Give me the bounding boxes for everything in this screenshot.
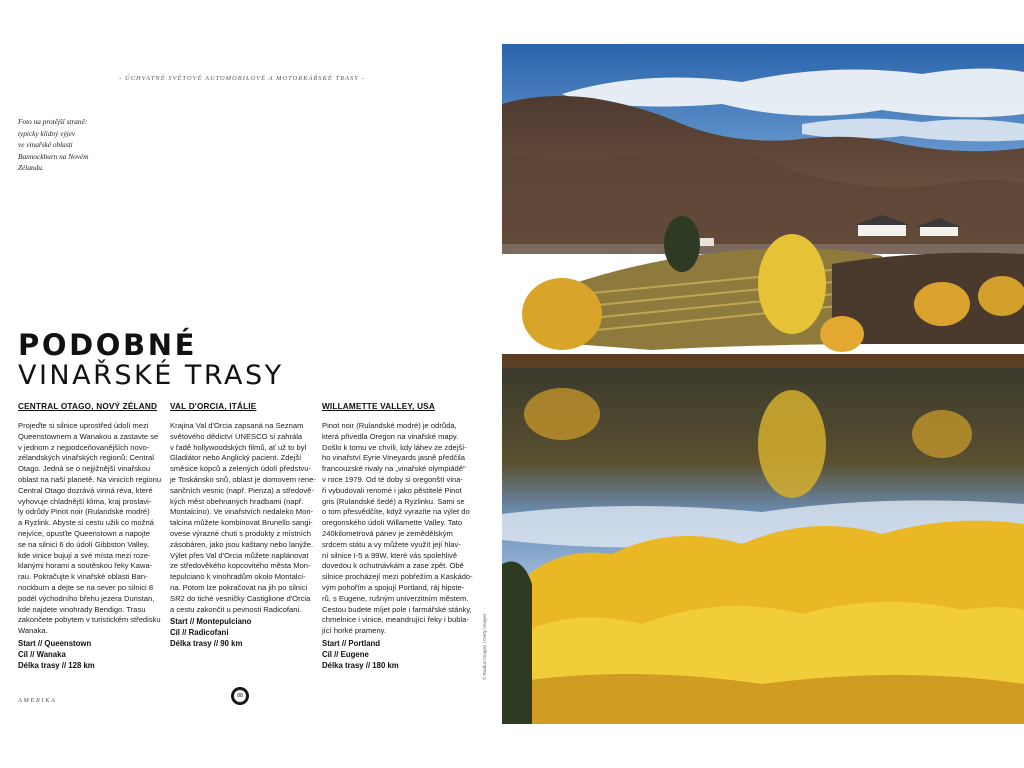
route-facts [170,616,310,649]
body-line: gris (Rulandské šedé) a Ryzlinku. Sami se [322,496,465,506]
body-line: oregonského údolí Willamette Valley. Tato [322,518,463,528]
body-line: ly odrůdy Pinot noir (Rulandské modré) [18,507,150,517]
body-line: vyhovuje chladnější klima, kraj proslavi- [18,496,152,506]
route-column-central-otago [18,401,162,671]
body-line: Gladiátor nebo Anglický pacient. Zdejší [170,453,302,463]
body-line: je Toskánsko snů, oblast je domovem rene- [170,474,316,484]
body-line: Pinot noir (Rulandské modré) je odrůda, [322,421,457,430]
tree [820,316,864,352]
body-line: nockburn a dejte se na sever po silnici 8 [18,582,154,592]
tree-reflection [524,388,600,440]
route-heading: VAL D'ORCIA, ITÁLIE [170,402,257,411]
route-body [18,421,162,637]
body-line: ho vinařství Eyrie Vineyards jasně předčila [322,453,465,463]
body-line: Wanaka. [18,626,48,636]
body-line: dovedou k ochutnávkám a zase zpět. Obě [322,561,464,571]
route-start: Start // Portland [322,638,381,648]
house [920,226,958,236]
route-facts [322,638,462,671]
body-line: Queenstownem a Wanakou a zastavte se [18,431,159,441]
body-line: zakončete pobytem v turistickém středisku [18,615,161,625]
body-line: Otago. Jedná se o nejjižnější vinařskou [18,464,151,474]
article-title [18,329,284,391]
route-heading: WILLAMETTE VALLEY, USA [322,402,435,411]
route-length: Délka trasy // 90 km [170,639,243,649]
tree [664,216,700,272]
route-end: Cíl // Radicofani [170,628,229,638]
tree-reflection [912,410,972,458]
caption-line: ve vinařské oblasti [18,140,73,150]
photo-credit: © Radius Images | Getty Images [482,613,487,680]
body-line: v roce 1979. Od té doby si oregonští vina- [322,474,463,484]
route-column-val-dorcia [170,401,316,649]
body-line: světového dědictví UNESCO si zahrála [170,431,303,441]
body-line: kde najdete vinohrady Bendigo. Trasu [18,604,146,614]
route-end: Cíl // Wanaka [18,649,66,659]
body-line: Výlet přes Val d'Orcia můžete naplánovat [170,550,309,560]
body-line: Došlo k tomu ve chvíli, kdy láhev ze zdejší- [322,442,467,452]
route-start: Start // Queenstown [18,638,92,648]
tree [758,234,826,334]
tree [914,282,970,326]
title-main: PODOBNÉ [18,328,198,362]
body-line: sančních vesnic (např. Pienza) a středově- [170,485,314,495]
body-line: a cestu zakončit u pevnosti Radicofani. [170,604,302,614]
body-line: zásobáren, jako jsou kaštany nebo lanýže. [170,539,314,549]
landscape-photo [502,44,1024,724]
body-line: kých měst obehnaných hradbami (např. [170,496,304,506]
body-line: Projeďte si silnice uprostřed údolí mezi [18,421,149,430]
photo-caption [18,116,118,174]
body-line: ovese výrazné chuti s produkty z místních [170,528,311,538]
body-line: nejvíce, opusťte Queenstown a napojte [18,528,151,538]
body-line: klanými horami a soutěskou řeky Kawa- [18,561,153,571]
caption-line: Zélandu. [18,163,44,173]
body-line: ři vybudovali renomé i jako pěstitelé Pinot [322,485,462,495]
route-column-willamette-valley [322,401,473,671]
route-body [322,421,473,637]
caption-line: Foto na protější straně: [18,117,88,126]
tree [978,276,1024,316]
body-line: talcina můžete kombinovat Brunello sangi- [170,518,313,528]
body-line: silnice procházejí mezi pobřežím a Kaskádo- [322,572,473,582]
section-footer: AMERIKA [18,697,57,704]
caption-line: Bannockburn na Novém [18,151,89,161]
body-line: srdcem státu a vy můžete využít její hlav- [322,539,461,549]
route-length: Délka trasy // 180 km [322,660,399,670]
house [858,224,906,236]
title-sub: VINAŘSKÉ TRASY [18,360,284,391]
body-line: oblast na naší planetě. Na vinicích regionu [18,474,162,484]
body-line: rau. Pokračujte k vinařské oblasti Ban- [18,572,148,582]
body-line: francouzské rivaly na „vinařské olympiádě" [322,464,466,474]
shoreline [502,354,1024,368]
body-line: směsice kopců a zelených údolí předstvu- [170,464,311,474]
tree [522,278,602,350]
running-head: - ÚCHVATNÉ SVĚTOVÉ AUTOMOBILOVÉ A MOTORKÁŘSKÉ TRASY - [119,75,365,82]
route-end: Cíl // Eugene [322,649,369,659]
body-line: rů, s Eugene, rušným univerzitním městem. [322,593,469,603]
tree-reflection [758,390,826,498]
body-line: o tom přesvědčíte, když vyrazíte na výlet do [322,507,470,517]
body-line: Cestou budete míjet pole i farmářské stánky, [322,604,472,614]
body-line: SR2 do tiché vesničky Castiglione d'Orcia [170,593,311,603]
route-length: Délka trasy // 128 km [18,660,95,670]
body-line: podél východního břehu jezera Dunstan, [18,593,155,603]
route-facts [18,638,158,671]
body-line: v jednom z nejpodceňovanějších novo- [18,442,150,452]
body-line: a Ryzlink. Abyste si cestu užili co možná [18,518,154,528]
body-line: 240kilometrová pánev je zemědělským [322,528,453,538]
body-line: Montalcino). Ve vinařstvích nedaleko Mon- [170,507,314,517]
body-line: kde vinice bujují a své místa mezi roze- [18,550,151,560]
body-line: ní silnice I-5 a 99W, které vás spolehlivě [322,550,458,560]
body-line: jící horké prameny. [322,626,387,636]
body-line: tepulciano k vinohradům okolo Montalci- [170,572,306,582]
dark-bush [502,562,532,725]
route-start: Start // Montepulciano [170,617,252,627]
body-line: zélandských vinařských regionů: Central [18,453,154,463]
body-line: ze středověkého kopcovitého města Mon- [170,561,311,571]
body-line: vým pohořím a spojují Portland, ráj hipste- [322,582,465,592]
caption-line: typicky klidný výjev [18,128,76,138]
route-body [170,421,316,615]
body-line: Krajina Val d'Orcia zapsaná na Seznam [170,421,304,430]
body-line: se na silnici 6 do údolí Gibbston Valley, [18,539,149,549]
body-line: na. Potom lze pokračovat na jih po silnici [170,582,308,592]
body-line: v řadě hollywoodských filmů, ať už to byl [170,442,307,452]
page-number: 88 [234,690,246,702]
body-line: chmelnice i vinice, meandrující řeky i bubla- [322,615,469,625]
route-heading: CENTRAL OTAGO, NOVÝ ZÉLAND [18,402,158,411]
body-line: Central Otago dozrává vinná réva, které [18,485,153,495]
page-number-badge [231,687,249,705]
body-line: která přivedla Oregon na vinařské mapy. [322,431,459,441]
